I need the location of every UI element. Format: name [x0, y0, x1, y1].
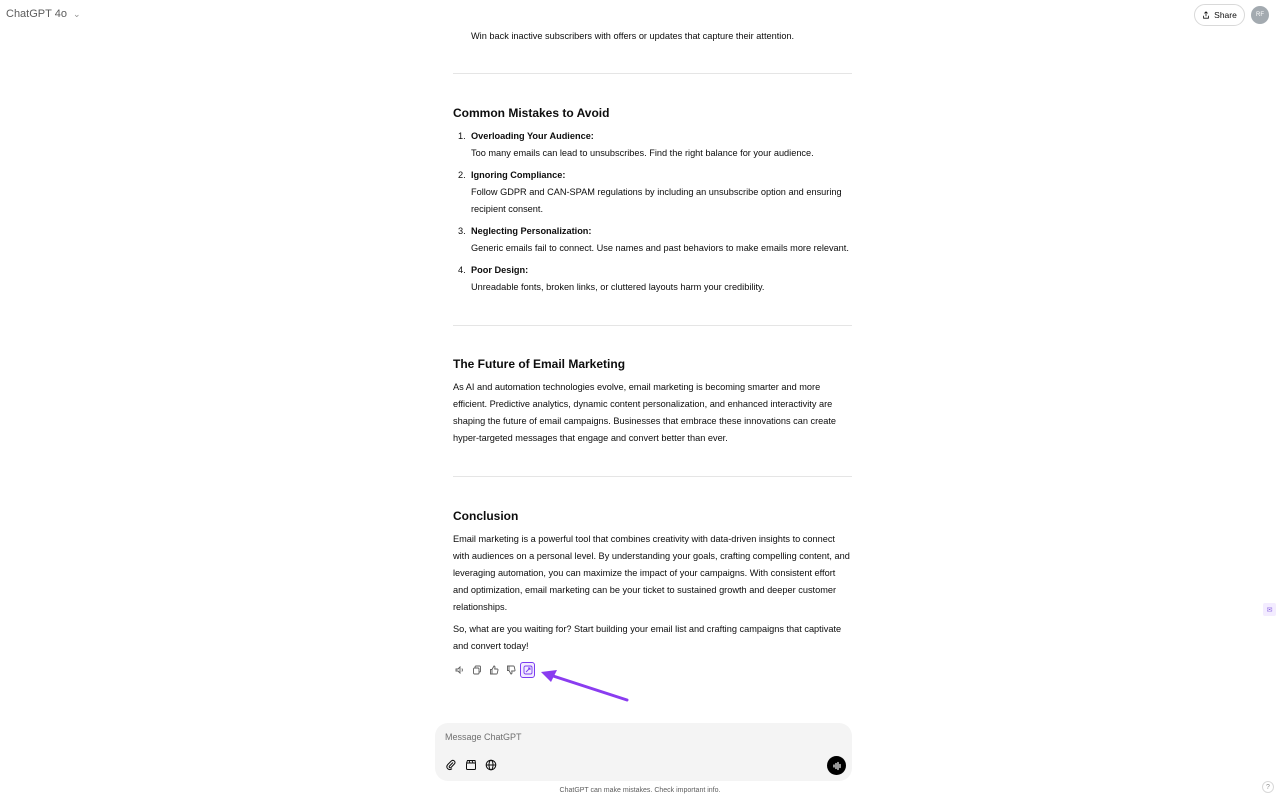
tools-button[interactable]: [464, 758, 477, 771]
list-number: 1.: [458, 131, 466, 141]
list-item-title: Overloading Your Audience:: [471, 131, 594, 141]
extension-button[interactable]: [521, 663, 534, 677]
conclusion-body: [453, 531, 853, 660]
list-item: [453, 223, 853, 257]
extension-icon: [523, 665, 533, 675]
voice-mode-button[interactable]: [827, 756, 846, 775]
list-item-title: Ignoring Compliance:: [471, 170, 566, 180]
list-item-title: Poor Design:: [471, 265, 529, 275]
clapperboard-icon: [465, 759, 477, 771]
speaker-icon: [455, 665, 465, 675]
section-heading: Conclusion: [453, 509, 519, 523]
message-composer[interactable]: [435, 723, 852, 781]
extension-side-icon[interactable]: ✉: [1263, 603, 1276, 616]
list-number: 3.: [458, 226, 466, 236]
paragraph: As AI and automation technologies evolve, email marketing is becoming smarter and more efficient. Predictive analytics, dynamic content personalization, and enhanced interactivity are shaping the future of email campaigns. Businesses that embrace these innovations can create hyper-targeted messages that engage and convert better than ever.: [453, 382, 837, 443]
attach-button[interactable]: [444, 758, 457, 771]
paragraph: So, what are you waiting for? Start building your email list and crafting campaigns that captivate and convert today!: [453, 624, 842, 651]
divider: [453, 73, 852, 74]
chevron-down-icon: ⌄: [72, 8, 81, 19]
paragraph: Email marketing is a powerful tool that combines creativity with data-driven insights to connect with audiences on a personal level. By understanding your goals, crafting compelling content, and leveraging automation, you can maximize the impact of your campaigns. With consistent effort and optimization, email marketing can be your ticket to sustained growth and deeper customer relationships.: [453, 534, 850, 612]
search-web-button[interactable]: [484, 758, 497, 771]
model-selector[interactable]: [6, 8, 81, 20]
thumbs-up-icon: [489, 665, 499, 675]
list-item-title: Neglecting Personalization:: [471, 226, 592, 236]
share-icon: [1202, 11, 1210, 19]
help-button[interactable]: ?: [1262, 781, 1274, 793]
divider: [453, 325, 852, 326]
list-item-text: Unreadable fonts, broken links, or cluttered layouts harm your credibility.: [471, 282, 765, 292]
arrow-annotation-icon: [535, 668, 635, 708]
list-item-text: Win back inactive subscribers with offers or updates that capture their attention.: [471, 31, 795, 41]
message-input[interactable]: Message ChatGPT: [445, 732, 522, 742]
list-number: 4.: [458, 265, 466, 275]
message-actions: [453, 663, 534, 677]
list-number: 2.: [458, 170, 466, 180]
share-label: Share: [1214, 10, 1237, 20]
list-item: [453, 128, 853, 162]
section-heading: The Future of Email Marketing: [453, 357, 626, 371]
list-item-text: Follow GDPR and CAN-SPAM regulations by including an unsubscribe option and ensuring recipient consent.: [471, 187, 842, 214]
list-item: [453, 167, 853, 218]
model-name: ChatGPT 4o: [6, 8, 67, 20]
thumbs-down-button[interactable]: [504, 663, 517, 677]
paperclip-icon: [445, 759, 457, 771]
read-aloud-button[interactable]: [453, 663, 466, 677]
share-button[interactable]: [1194, 4, 1245, 26]
list-item: [453, 262, 853, 296]
list-item-text: Generic emails fail to connect. Use names and past behaviors to make emails more relevant.: [471, 243, 849, 253]
avatar[interactable]: RF: [1251, 6, 1269, 24]
copy-icon: [472, 665, 482, 675]
waveform-icon: [832, 761, 842, 771]
thumbs-up-button[interactable]: [487, 663, 500, 677]
copy-button[interactable]: [470, 663, 483, 677]
thumbs-down-icon: [506, 665, 516, 675]
divider: [453, 476, 852, 477]
section-heading: Common Mistakes to Avoid: [453, 106, 610, 120]
mistakes-list: [453, 128, 853, 301]
globe-icon: [485, 759, 497, 771]
disclaimer: ChatGPT can make mistakes. Check important info.: [559, 787, 721, 794]
list-item-text: Too many emails can lead to unsubscribes. Find the right balance for your audience.: [471, 148, 814, 158]
